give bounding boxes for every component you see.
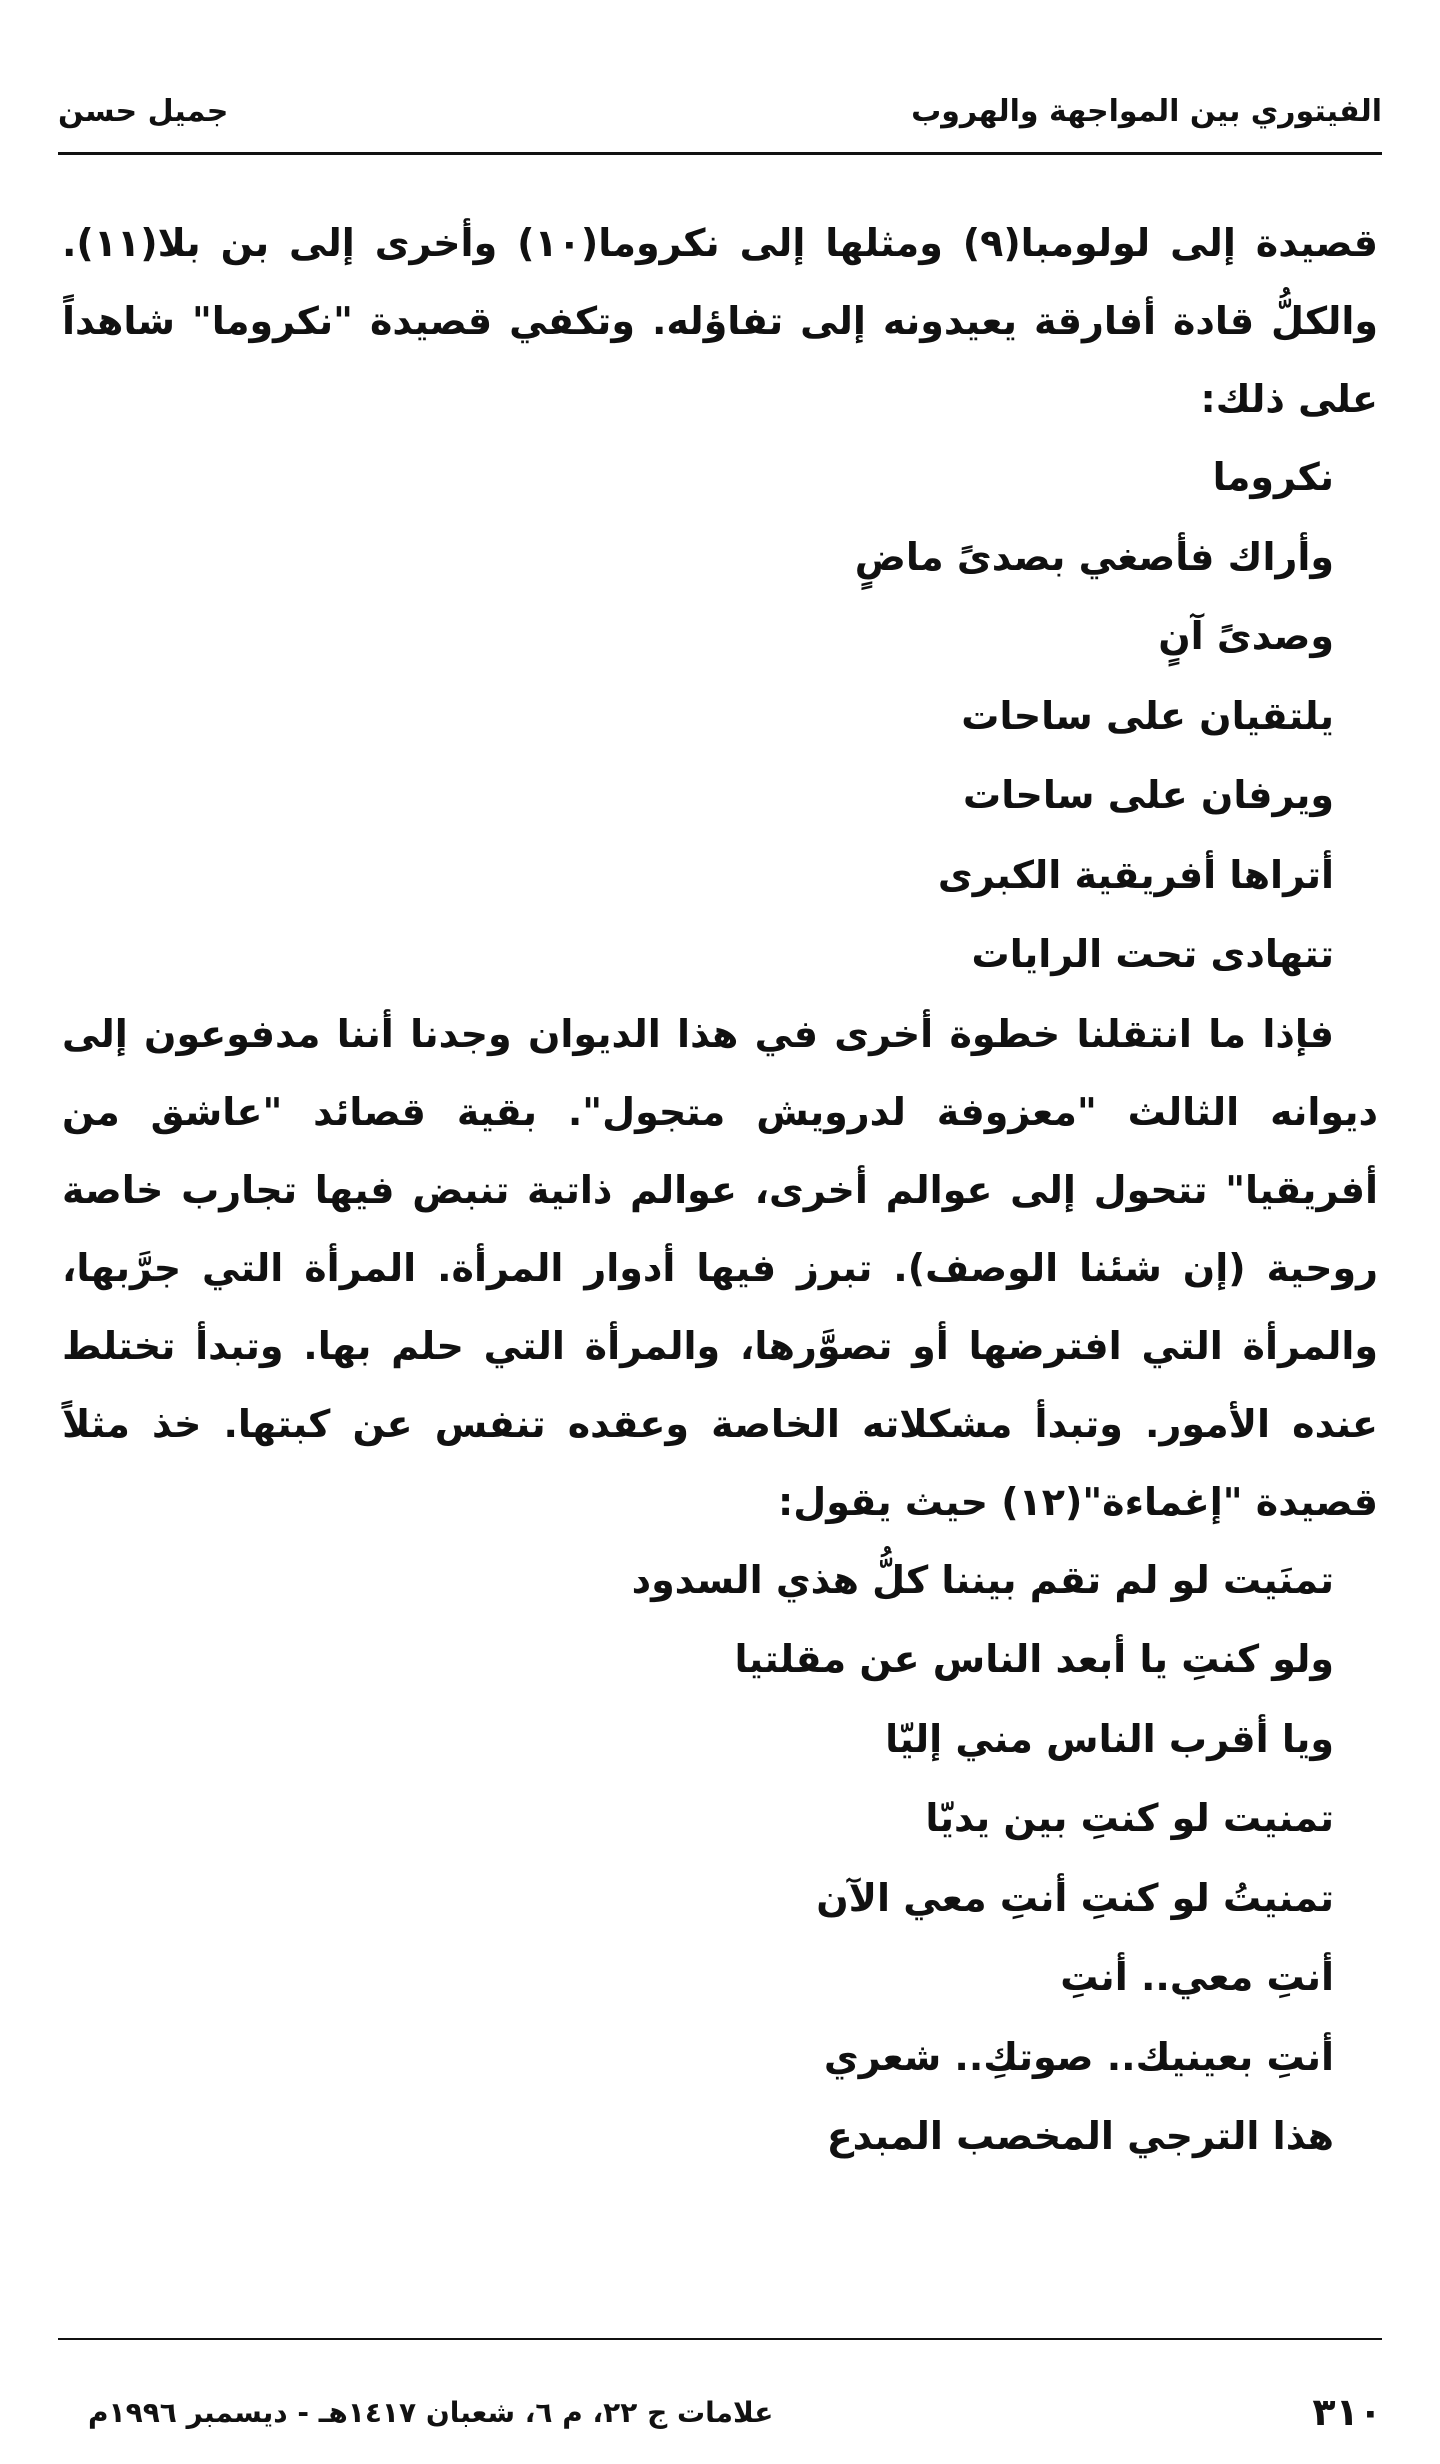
page-number: ٣١٠ bbox=[1312, 2390, 1382, 2434]
journal-citation: علامات ج ٢٢، م ٦، شعبان ١٤١٧هـ - ديسمبر ١٩٩٦م bbox=[88, 2396, 774, 2429]
verse-line: تمنيت لو كنتِ بين يديّا bbox=[925, 1796, 1334, 1840]
poem-excerpt-nkrumah bbox=[62, 438, 1378, 995]
footer-rule bbox=[58, 2338, 1382, 2340]
verse-line: أتراها أفريقية الكبرى bbox=[937, 852, 1334, 897]
verse-line: وصدىً آنٍ bbox=[1158, 614, 1334, 658]
paragraph-1: قصيدة إلى لولومبا(٩) ومثلها إلى نكروما(١٠) وأخرى إلى بن بلا(١١). والكلُّ قادة أفارقة يعيدونه إلى تفاؤله. وتكفي قصيدة "نكروما" شاهداً على ذلك: bbox=[62, 221, 1378, 421]
running-head-title: الفيتوري بين المواجهة والهروب bbox=[911, 94, 1382, 129]
verse-line: تمنيتُ لو كنتِ أنتِ معي الآن bbox=[816, 1875, 1334, 1920]
header-rule bbox=[58, 152, 1382, 155]
verse-line: أنتِ معي.. أنتِ bbox=[1060, 1955, 1334, 1999]
paragraph-2: فإذا ما انتقلنا خطوة أخرى في هذا الديوان وجدنا أننا مدفوعون إلى ديوانه الثالث "معزوفة لدرويش متجول". بقية قصائد "عاشق من أفريقيا" تتحول إلى عوالم أخرى، عوالم ذاتية تنبض فيها تجارب خاصة روحية (إن شئنا الوصف). تبرز فيها أدوار المرأة. المرأة التي جرَّبها، والمرأة التي افترضها أو تصوَّرها، والمرأة التي حلم بها. وتبدأ تختلط عنده الأمور. وتبدأ مشكلاته الخاصة وعقده تنفس عن كبتها. خذ مثلاً قصيدة "إغماءة"(١٢) حيث يقول: bbox=[62, 1011, 1378, 1524]
verse-line: نكروما bbox=[1212, 455, 1334, 499]
verse-line: ولو كنتِ يا أبعد الناس عن مقلتيا bbox=[734, 1637, 1334, 1681]
verse-line: يلتقيان على ساحات bbox=[961, 693, 1334, 738]
poem-excerpt-ighmaa bbox=[62, 1541, 1378, 2177]
running-head-author: جميل حسن bbox=[58, 94, 229, 129]
verse-line: هذا الترجي المخصب المبدع bbox=[826, 2114, 1334, 2158]
page-footer bbox=[58, 2390, 1382, 2450]
verse-line: ويا أقرب الناس مني إليّا bbox=[885, 1716, 1334, 1761]
verse-line: وأراك فأصغي بصدىً ماضٍ bbox=[854, 534, 1334, 579]
verse-line: تتهادى تحت الرايات bbox=[971, 932, 1334, 976]
verse-line: ويرفان على ساحات bbox=[963, 773, 1334, 817]
verse-line: أنتِ بعينيك.. صوتكِ.. شعري bbox=[823, 2034, 1334, 2079]
verse-line: تمنَيت لو لم تقم بيننا كلُّ هذي السدود bbox=[631, 1557, 1334, 1602]
running-head bbox=[58, 86, 1382, 150]
article-body bbox=[62, 204, 1378, 2177]
